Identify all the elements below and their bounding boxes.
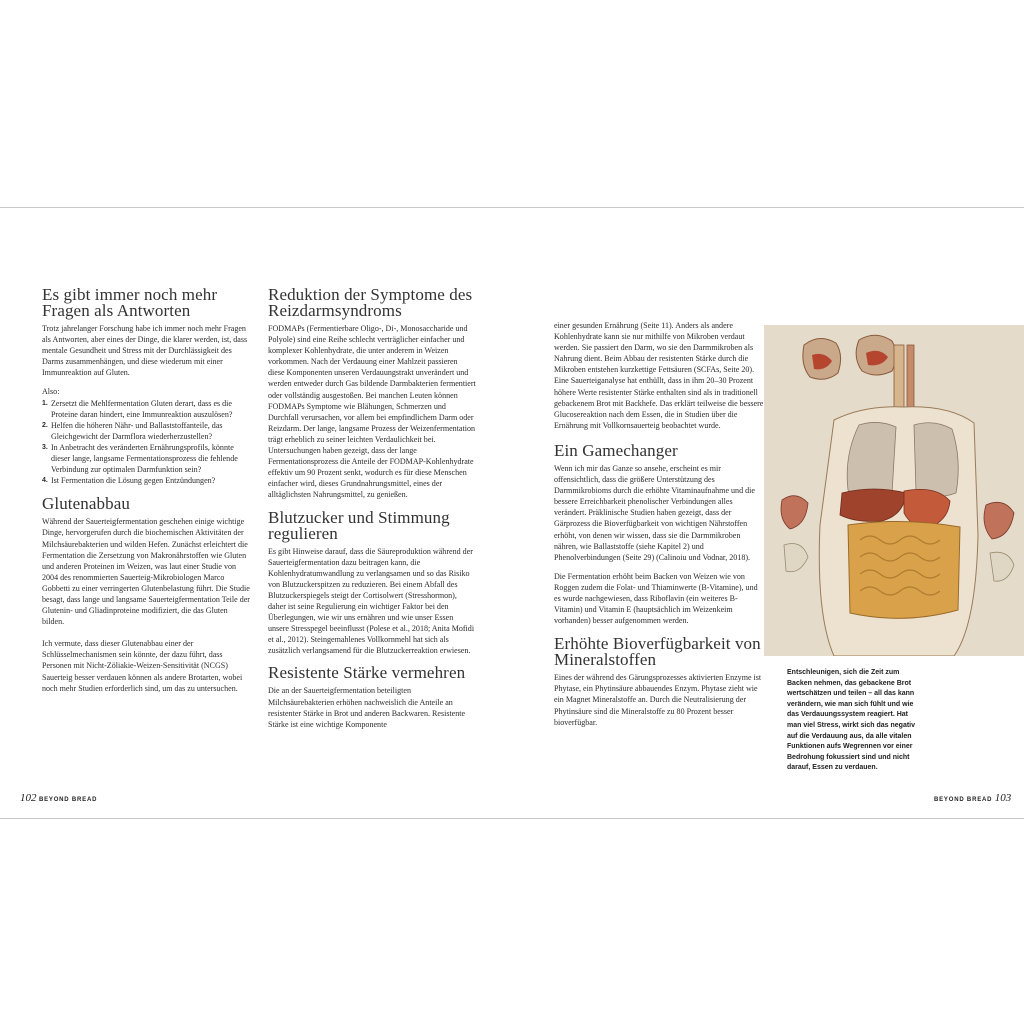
intro-paragraph: Trotz jahrelanger Forschung habe ich immer noch mehr Fragen als Antworten, aber eines der Dinge, die klarer werden, ist, dass mentale Gesundheit und Stress mit der Durchlässigkeit des Darms zusammenhängen, und diese wiederum mit einer Immunreaktion auf Gluten. [42, 324, 248, 378]
question-item: 4. Ist Fermentation die Lösung gegen Entzündungen? [42, 476, 216, 486]
gluten-paragraph-2: Ich vermute, dass dieser Glutenabbau einer der Schlüsselmechanismen sein könnte, der dazu führt, dass Personen mit Nicht-Zöliakie-Weizen-Sensitivität (NCGS) Sauerteig besser verdauen können als andere Brotarten, wobei noch mehr Studien erforderlich sind, um das zu untersuchen. [42, 639, 243, 693]
left-column-1 [42, 287, 250, 694]
folio-right [934, 792, 1011, 804]
question-item: 3. In Anbetracht des veränderten Ernährungsprofils, könnte dieser lange, langsame Fermentationsprozess die fehlende Verbindung zur optimalen Darmfunktion sein? [42, 442, 238, 475]
fodmap-paragraph: FODMAPs (Fermentierbare Oligo-, Di-, Monosaccharide und Polyole) sind eine Reihe schlecht verträglicher einfacher und komplexer Kohlenhydrate, die unter anderem in Weizen vorkommen. Nach der Verdauung einer Mahlzeit passieren diese Komponenten unseren Verdauungstrakt unverändert und werden entweder durch Gas bildende Darmbakterien fermentiert oder vollständig ausgestoßen. Bei manchen Leuten können FODMAPs Symptome wie Blähungen, Schmerzen und Durchfall verursachen, vor allem bei empfindlichem Darm oder Reizdarm. Der lange, langsame Prozess der Weizenfermentation trägt erheblich zu seiner leichten Verdaulichkeit bei. Untersuchungen haben gezeigt, dass der lange Fermentationsprozess die Anteile der FODMAP-Kohlenhydrate effektiv um 90 Prozent senkt, wodurch es für diese Menschen einfacher wird, dieses Grundnahrungsmittel, eines der alltäglichsten Nahrungsmittel, zu genießen. [268, 324, 476, 500]
right-column-1 [554, 320, 764, 728]
heading-blood-sugar: Blutzucker und Stimmung regulieren [268, 507, 450, 543]
heading-gluten-breakdown: Glutenabbau [42, 494, 130, 514]
page-number-left: 102 [20, 792, 37, 804]
also-label: Also: [42, 387, 60, 397]
game-changer-paragraph-2: Die Fermentation erhöht beim Backen von Weizen wie von Roggen zudem die Folat- und Thiaminwerte (B-Vitamine), und es wurde nachgewiesen, dass Riboflavin (ein weiteres B-Vitamin) und Vitamin E (hauptsächlich im Weizenkeim vorhanden) besser aufgenommen werden. [554, 571, 758, 626]
folio-left [20, 792, 97, 804]
resistant-starch-paragraph: Die an der Sauerteigfermentation beteiligten Milchsäurebakterien erhöhen nachweislich die Anteile an resistenter Stärke in Brot und anderen Backwaren. Resistente Stärke ist eine wichtige Komponente [268, 686, 466, 729]
game-changer-paragraph-1: Wenn ich mir das Ganze so ansehe, erscheint es mir offensichtlich, dass die größere Unterstützung des Darmmikrobioms durch die erhöhte Vitaminaufnahme und die bessere Erreichbarkeit phenolischer Verbindungen alles verändert. Präklinische Studien haben gezeigt, dass der Gärprozess die Bioverfügbarkeit von wichtigen Nährstoffen erhöht, von denen wir wissen, dass sie die Darmmikroben nähren, wie Ballaststoffe (siehe Kapitel 2) und Phenolverbindungen (Seite 29) (Calinoiu und Vodnar, 2018). [554, 463, 755, 562]
heading-mineral-bioavailability: Erhöhte Bioverfügbarkeit von Mineralstoffen [554, 634, 761, 670]
continued-paragraph: einer gesunden Ernährung (Seite 11). Anders als andere Kohlenhydrate kann sie nur mithilfe von Mikroben verdaut werden. Sie passiert den Darm, wo sie den Darmmikroben als Nahrung dient. Beim Abbau der resistenten Stärke durch die Mikroben entstehen kurzkettige Fettsäuren (SCFAs, Seite 20). Eine Sauerteiganalyse hat enthüllt, dass in ihm 20–30 Prozent höhere Werte resistenter Stärke enthalten sind als in traditionell gebackenem Brot mit Backhefe. Das erklärt teilweise die bessere Glucosereaktion nach dem Essen, die in Studien über die Ernährung mit Vollkornsauerteig beobachtet wurde. [554, 321, 764, 430]
questions-list [42, 398, 250, 487]
heading-game-changer: Ein Gamechanger [554, 440, 678, 460]
left-column-2 [268, 287, 476, 730]
page-number-right: 103 [994, 792, 1012, 804]
heading-ibs-symptoms: Reduktion der Symptome des Reizdarmsyndroms [268, 285, 473, 320]
minerals-paragraph: Eines der während des Gärungsprozesses aktivierten Enzyme ist Phytase, ein Phytinsäure abbauendes Enzym. Phytase zieht wie ein Magnet Mineralstoffe an. Durch die Neutralisierung der Phytinsäure sind die Mineralstoffe zu 80 Prozent besser bioverfügbar. [554, 673, 762, 727]
question-item: 1. Zersetzt die Mehlfermentation Gluten derart, dass es die Proteine daran hindert, eine Immunreaktion auszulösen? [42, 398, 233, 419]
image-caption: Entschleunigen, sich die Zeit zum Backen nehmen, das gebackene Brot wertschätzen und teilen – all das kann verändern, wie man sich fühlt und wie das Verdauungssystem reagiert. Hat man viel Stress, wirkt sich das negativ auf die Verdauung aus, da alle vitalen Funktionen aufs Wegrennen vor einer Bedrohung fokussiert sind und nicht darauf, Essen zu verdauen. [787, 669, 915, 772]
running-title-right: BEYOND BREAD [934, 797, 993, 803]
running-title-left: BEYOND BREAD [38, 797, 98, 803]
gluten-paragraph-1: Während der Sauerteigfermentation geschehen einige wichtige Dinge, hervorgerufen durch die biochemischen Aktivitäten der Milchsäurebakterien und wilden Hefen. Zunächst erleichtert die Fermentation die Zersetzung von Makronährstoffen wie Gluten und anderen Proteinen im Weizen, was laut einer Studie von 2004 des renommierten Sauerteig-Mikrobiologen Marco Gobbetti zu einer verringerten Glutenbelastung führt. Die Studie besagt, dass lange und langsame Sauerteigfermentation Teile der Glutenin- und Gliadinproteine modifiziert, die das Gluten bilden. [42, 517, 250, 627]
heading-more-questions: Es gibt immer noch mehr Fragen als Antworten [42, 285, 218, 320]
question-item: 2. Helfen die höheren Nähr- und Ballaststoffanteile, das Gleichgewicht der Darmflora wiederherzustellen? [42, 420, 223, 441]
digestive-system-illustration [764, 325, 1024, 656]
anatomical-chart-image [764, 325, 1024, 656]
blood-sugar-paragraph: Es gibt Hinweise darauf, dass die Säureproduktion während der Sauerteigfermentation dazu beitragen kann, die Kohlenhydratumwandlung zu verlangsamen und so das Risiko von Blutzuckerspitzen zu reduzieren. Bei einem Abfall des Blutzuckerspiegels steigt der Cortisolwert (Stresshormon), daher ist seine Regulierung ein wichtiger Faktor bei den Überlegungen, wie wir uns ernähren und wie unser Essen unsere Stresspegel beeinflusst (Polese et al., 2018; Anita Mofidi et al., 2012). Steingemahlenes Vollkornmehl hat sich als zusätzlich verlangsamend für die Blutzuckerreaktion erwiesen. [268, 546, 475, 656]
heading-resistant-starch: Resistente Stärke vermehren [268, 663, 466, 683]
